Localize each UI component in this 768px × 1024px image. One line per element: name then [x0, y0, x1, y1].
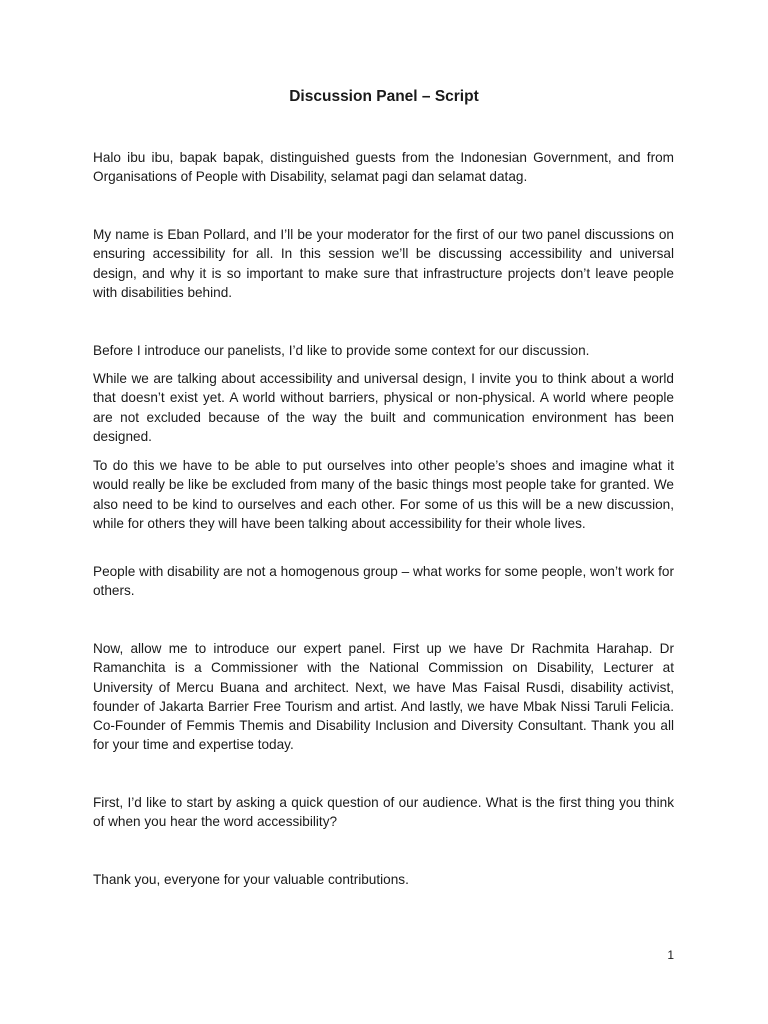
- paragraph-homogenous-group: People with disability are not a homogenous group – what works for some people, won’t work for others.: [93, 564, 674, 599]
- paragraph-context-intro: Before I introduce our panelists, I’d like to provide some context for our discussion.: [93, 343, 590, 358]
- paragraph-thank-you: Thank you, everyone for your valuable contributions.: [93, 872, 409, 887]
- paragraph-other-peoples-shoes: To do this we have to be able to put ourselves into other people’s shoes and imagine what it would really be like be excluded from many of the basic things most people take for granted. We also need to be kind to ourselves and each other. For some of us this will be a new discussion, while for others they will have been talking about accessibility for their whole lives.: [93, 458, 674, 531]
- page-title: Discussion Panel – Script: [289, 88, 479, 105]
- paragraph-audience-question: First, I’d like to start by asking a quick question of our audience. What is the first thing you think of when you hear the word accessibility?: [93, 795, 674, 830]
- paragraph-introduction: My name is Eban Pollard, and I’ll be your moderator for the first of our two panel discussions on ensuring accessibility for all. In this session we’ll be discussing accessibility and universal design, and why it is so important to make sure that infrastructure projects don’t leave people with disabilities behind.: [93, 227, 674, 300]
- paragraph-world-without-barriers: While we are talking about accessibility and universal design, I invite you to think about a world that doesn’t exist yet. A world without barriers, physical or non-physical. A world where people are not excluded because of the way the built and communication environment has been designed.: [93, 371, 674, 444]
- page-number: 1: [667, 948, 674, 962]
- paragraph-greeting: Halo ibu ibu, bapak bapak, distinguished guests from the Indonesian Government, and from Organisations of People with Disability, selamat pagi dan selamat datag.: [93, 150, 674, 185]
- paragraph-expert-panel: Now, allow me to introduce our expert panel. First up we have Dr Rachmita Harahap. Dr Ramanchita is a Commissioner with the National Commission on Disability, Lecturer at University of Mercu Buana and architect. Next, we have Mas Faisal Rusdi, disability activist, founder of Jakarta Barrier Free Tourism and artist. And lastly, we have Mbak Nissi Taruli Felicia. Co-Founder of Femmis Themis and Disability Inclusion and Diversity Consultant. Thank you all for your time and expertise today.: [93, 641, 674, 753]
